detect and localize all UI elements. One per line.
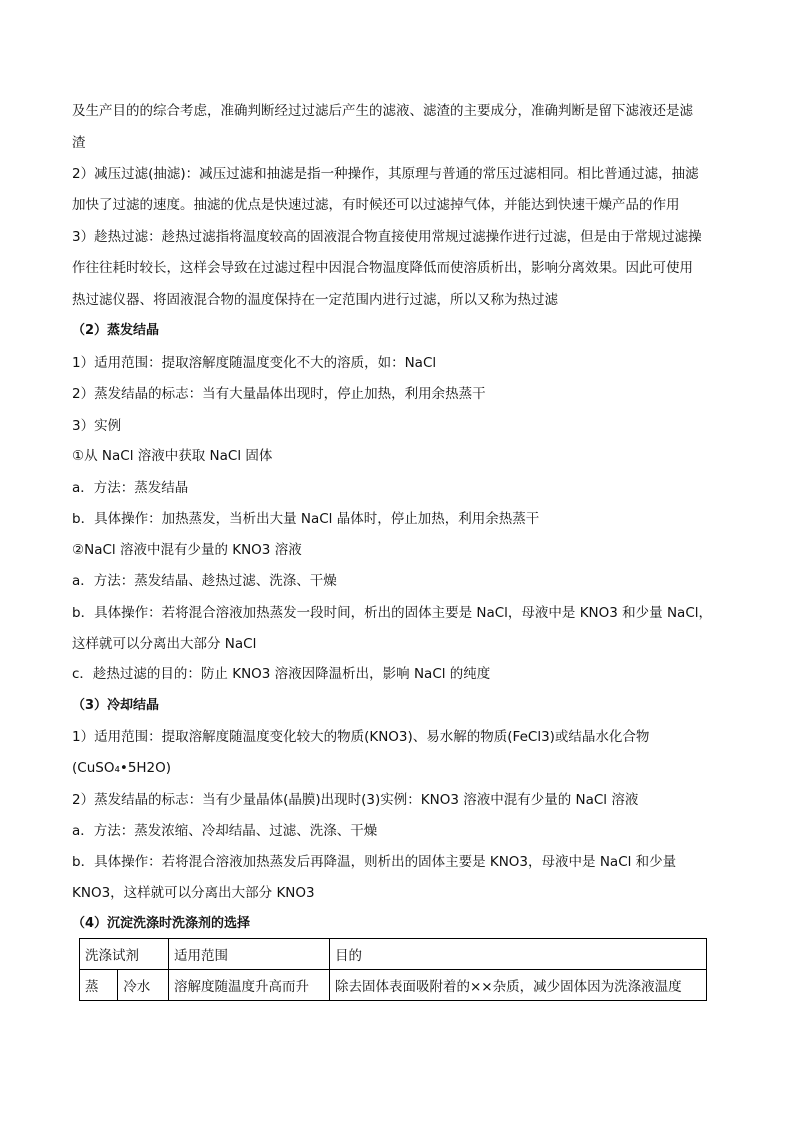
text-line: c．趁热过滤的目的：防止 KNO3 溶液因降温析出，影响 NaCl 的纯度 — [72, 666, 491, 682]
table-row — [80, 970, 707, 1001]
text-line: 1）适用范围：提取溶解度随温度变化较大的物质(KNO3)、易水解的物质(FeCl3)或结晶水化合物 — [72, 729, 650, 745]
text-line: b．具体操作：若将混合溶液加热蒸发后再降温，则析出的固体主要是 KNO3，母液中是 NaCl 和少量 — [72, 854, 677, 870]
section-heading: （3）冷却结晶 — [72, 698, 160, 713]
text-line: 1）适用范围：提取溶解度随温度变化不大的溶质，如：NaCl — [72, 355, 437, 371]
text-line: 及生产目的的综合考虑，准确判断经过过滤后产生的滤液、滤渣的主要成分，准确判断是留下滤液还是滤 — [72, 103, 693, 119]
text-line: 作往往耗时较长，这样会导致在过滤过程中因混合物温度降低而使溶质析出，影响分离效果。因此可使用 — [72, 260, 693, 276]
table-header-cell: 适用范围 — [169, 939, 330, 970]
table-cell: 冷水 — [118, 970, 169, 1001]
text-line: 热过滤仪器、将固液混合物的温度保持在一定范围内进行过滤，所以又称为热过滤 — [72, 292, 558, 308]
text-line: KNO3，这样就可以分离出大部分 KNO3 — [72, 885, 315, 901]
text-line: b．具体操作：若将混合溶液加热蒸发一段时间，析出的固体主要是 NaCl，母液中是 KNO3 和少量 NaCl， — [72, 605, 712, 621]
text-line: b．具体操作：加热蒸发，当析出大量 NaCl 晶体时，停止加热，利用余热蒸干 — [72, 511, 540, 527]
text-line: a．方法：蒸发浓缩、冷却结晶、过滤、洗涤、干燥 — [72, 823, 378, 839]
text-line: a．方法：蒸发结晶 — [72, 480, 189, 496]
text-line: 渣 — [72, 135, 86, 151]
text-line: ①从 NaCl 溶液中获取 NaCl 固体 — [72, 448, 273, 464]
text-line: 这样就可以分离出大部分 NaCl — [72, 636, 257, 652]
washing-agent-table — [79, 938, 707, 1001]
text-line: 3）实例 — [72, 418, 122, 434]
table-cell: 溶解度随温度升高而升 — [169, 970, 330, 1001]
text-line: 2）减压过滤(抽滤)：减压过滤和抽滤是指一种操作，其原理与普通的常压过滤相同。相比普通过滤，抽滤 — [72, 166, 699, 182]
text-line: (CuSO₄•5H2O) — [72, 760, 172, 776]
text-line: 3）趁热过滤：趁热过滤指将温度较高的固液混合物直接使用常规过滤操作进行过滤，但是由于常规过滤操 — [72, 229, 702, 245]
text-line: ②NaCl 溶液中混有少量的 KNO3 溶液 — [72, 542, 302, 558]
table-cell: 除去固体表面吸附着的××杂质，减少固体因为洗涤液温度 — [330, 970, 707, 1001]
text-line: 加快了过滤的速度。抽滤的优点是快速过滤，有时候还可以过滤掉气体，并能达到快速干燥产品的作用 — [72, 197, 680, 213]
text-line: a．方法：蒸发结晶、趁热过滤、洗涤、干燥 — [72, 573, 337, 589]
section-heading: （4）沉淀洗涤时洗涤剂的选择 — [72, 916, 251, 931]
text-line: 2）蒸发结晶的标志：当有少量晶体(晶膜)出现时(3)实例：KNO3 溶液中混有少量的 NaCl 溶液 — [72, 792, 639, 808]
text-line: 2）蒸发结晶的标志：当有大量晶体出现时，停止加热，利用余热蒸干 — [72, 386, 486, 402]
section-heading: （2）蒸发结晶 — [72, 323, 160, 338]
table-header-cell: 洗涤试剂 — [80, 939, 169, 970]
table-cell: 蒸 — [80, 970, 118, 1001]
table-header-row — [80, 939, 707, 970]
table-header-cell: 目的 — [330, 939, 707, 970]
